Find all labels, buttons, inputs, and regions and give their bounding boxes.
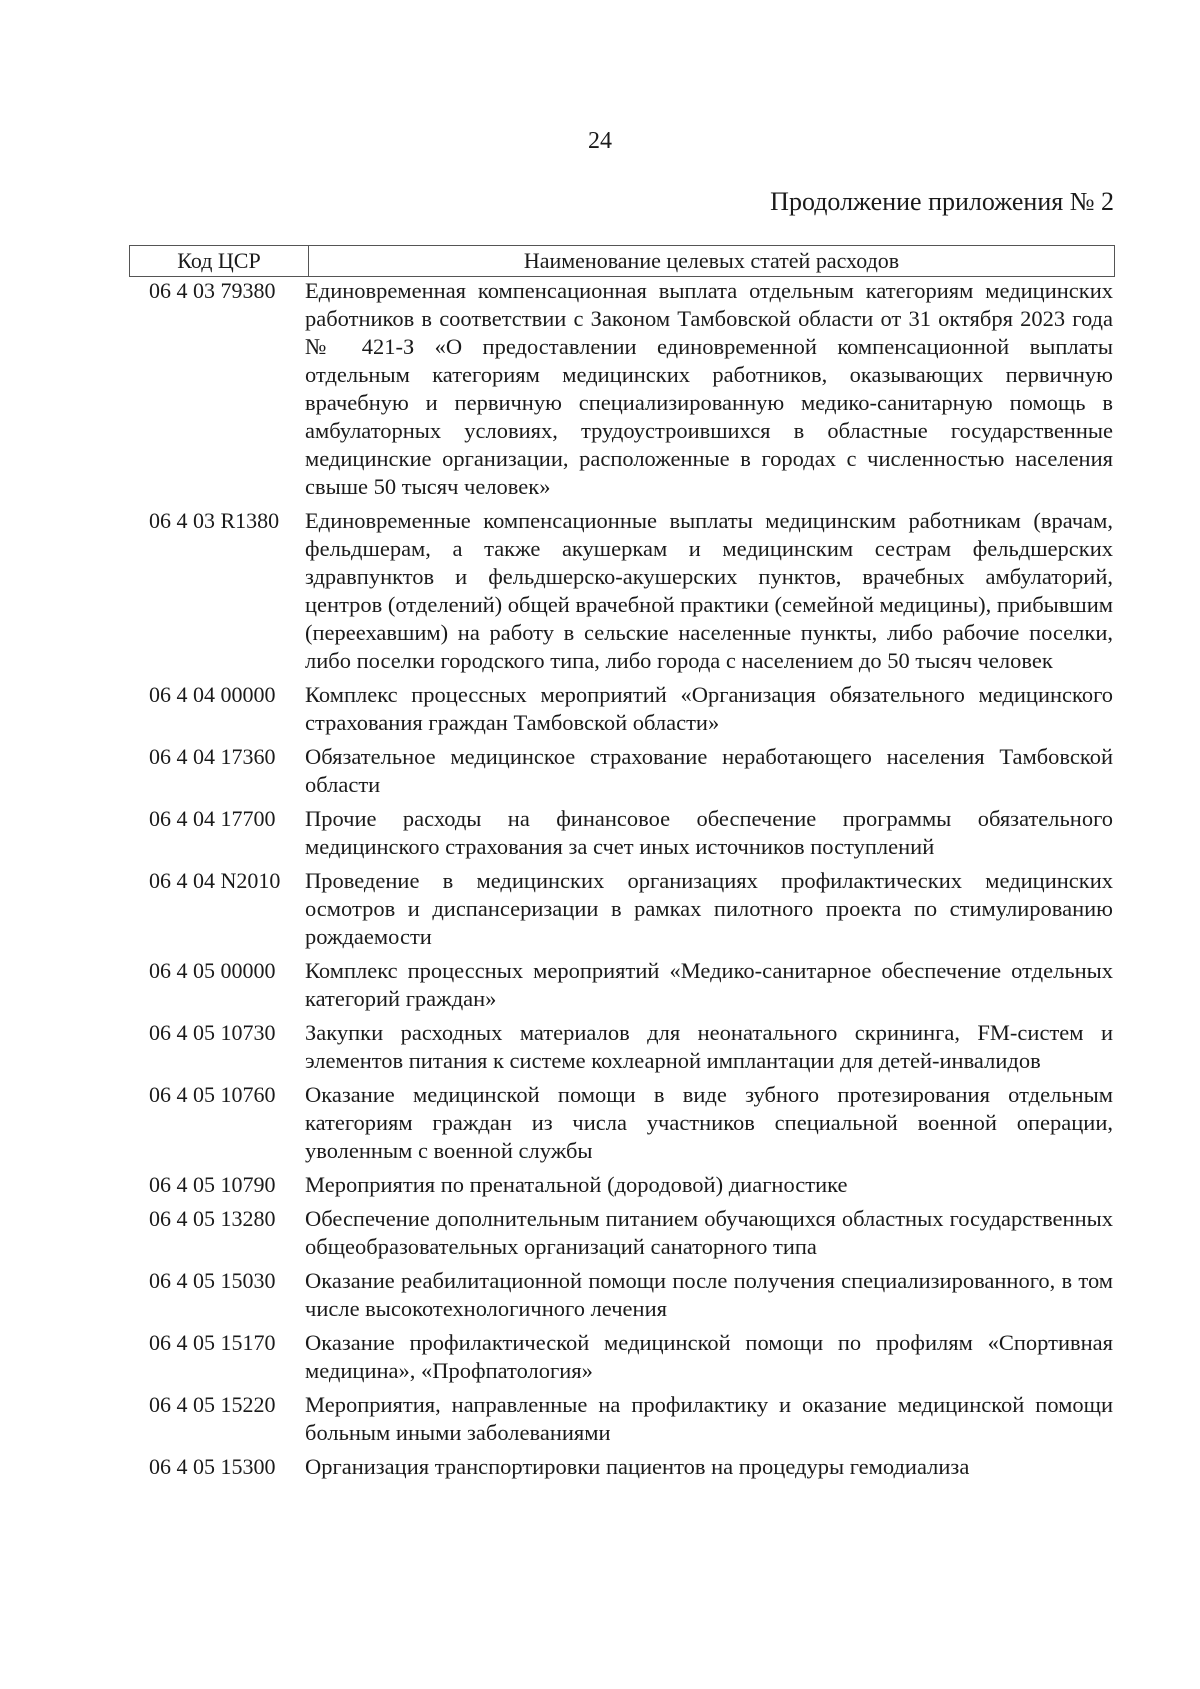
row-name-cell: Проведение в медицинских организациях профилактических медицинских осмотров и диспансеризации в рамках пилотного проекта по стимулированию рождаемости <box>305 868 1113 949</box>
row-code-cell: 06 4 05 10790 <box>149 1172 276 1197</box>
appendix-note: Продолжение приложения № 2 <box>770 187 1114 216</box>
row-name-cell: Единовременная компенсационная выплата отдельным категориям медицинских работников в соответствии с Законом Тамбовской области от 31 октября 2023 года № 421-З «О предоставлении единовременной компенсационной выплаты отдельным категориям медицинских работников, оказывающих первичную врачебную и первичную специализированную медико-санитарную помощь в амбулаторных условиях, трудоустроившихся в областные государственные медицинские организации, расположенные в городах с численностью населения свыше 50 тысяч человек» <box>305 278 1113 499</box>
row-code-cell: 06 4 05 13280 <box>149 1206 276 1231</box>
row-name-cell: Закупки расходных материалов для неонатального скрининга, FM-систем и элементов питания к системе кохлеарной имплантации для детей-инвалидов <box>305 1020 1113 1073</box>
row-name-cell: Комплекс процессных мероприятий «Медико-санитарное обеспечение отдельных категорий граждан» <box>305 958 1113 1011</box>
row-code-cell: 06 4 04 17360 <box>149 744 276 769</box>
row-code-cell: 06 4 05 10760 <box>149 1082 276 1107</box>
row-name-cell: Обеспечение дополнительным питанием обучающихся областных государственных общеобразовательных организаций санаторного типа <box>305 1206 1113 1259</box>
column-header-code: Код ЦСР <box>130 246 309 276</box>
table-row <box>129 1019 1115 1075</box>
table-body <box>129 277 1115 1481</box>
table-row <box>129 1171 1115 1199</box>
row-name-cell: Мероприятия, направленные на профилактику и оказание медицинской помощи больным иными заболеваниями <box>305 1392 1113 1445</box>
table-row <box>129 1081 1115 1165</box>
table-row <box>129 1267 1115 1323</box>
row-name-cell: Прочие расходы на финансовое обеспечение программы обязательного медицинского страхования за счет иных источников поступлений <box>305 806 1113 859</box>
table-header <box>129 245 1115 277</box>
table-row <box>129 1391 1115 1447</box>
table-row <box>129 1453 1115 1481</box>
row-code-cell: 06 4 05 15220 <box>149 1392 276 1417</box>
row-name-cell: Мероприятия по пренатальной (дородовой) диагностике <box>305 1172 848 1197</box>
row-name-cell: Оказание медицинской помощи в виде зубного протезирования отдельным категориям граждан из числа участников специальной военной операции, уволенным с военной службы <box>305 1082 1113 1163</box>
table-row <box>129 957 1115 1013</box>
row-name-cell: Оказание профилактической медицинской помощи по профилям «Спортивная медицина», «Профпатология» <box>305 1330 1113 1383</box>
table-row <box>129 867 1115 951</box>
page-number: 24 <box>588 128 612 154</box>
row-name-cell: Обязательное медицинское страхование неработающего населения Тамбовской области <box>305 744 1113 797</box>
row-code-cell: 06 4 05 10730 <box>149 1020 276 1045</box>
column-header-name: Наименование целевых статей расходов <box>523 248 900 273</box>
row-name-cell: Единовременные компенсационные выплаты медицинским работникам (врачам, фельдшерам, а также акушеркам и медицинским сестрам фельдшерских здравпунктов и фельдшерско-акушерских пунктов, врачебных амбулаторий, центров (отделений) общей врачебной практики (семейной медицины), прибывшим (переехавшим) на работу в сельские населенные пункты, либо рабочие поселки, либо поселки городского типа, либо города с населением до 50 тысяч человек <box>305 508 1114 673</box>
row-code-cell: 06 4 04 N2010 <box>149 868 281 893</box>
expense-items-table <box>129 245 1115 1487</box>
table-row <box>129 681 1115 737</box>
table-row <box>129 277 1115 501</box>
row-code-cell: 06 4 04 00000 <box>149 682 276 707</box>
table-row <box>129 805 1115 861</box>
row-name-cell: Организация транспортировки пациентов на процедуры гемодиализа <box>305 1454 970 1479</box>
row-name-cell: Комплекс процессных мероприятий «Организация обязательного медицинского страхования граждан Тамбовской области» <box>305 682 1113 735</box>
row-code-cell: 06 4 05 15300 <box>149 1454 276 1479</box>
row-code-cell: 06 4 04 17700 <box>149 806 276 831</box>
row-code-cell: 06 4 03 R1380 <box>149 508 280 533</box>
row-code-cell: 06 4 03 79380 <box>149 278 276 303</box>
row-code-cell: 06 4 05 15170 <box>149 1330 276 1355</box>
row-code-cell: 06 4 05 00000 <box>149 958 276 983</box>
table-row <box>129 743 1115 799</box>
table-row <box>129 507 1115 675</box>
row-name-cell: Оказание реабилитационной помощи после получения специализированного, в том числе высокотехнологичного лечения <box>305 1268 1113 1321</box>
table-row <box>129 1329 1115 1385</box>
table-row <box>129 1205 1115 1261</box>
row-code-cell: 06 4 05 15030 <box>149 1268 276 1293</box>
